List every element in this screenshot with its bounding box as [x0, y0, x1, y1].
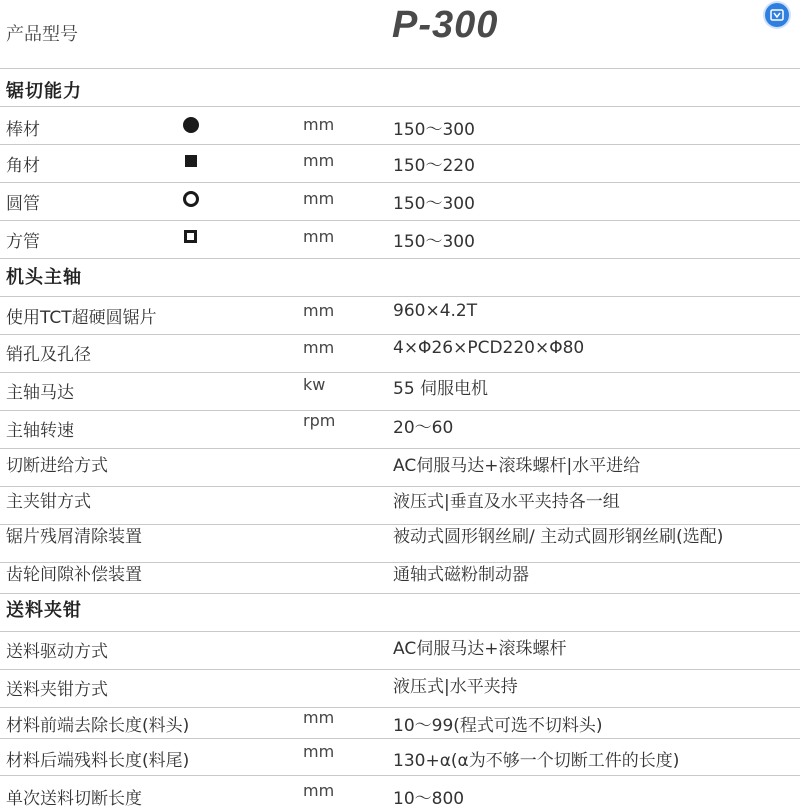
- spec-value: 10～800: [393, 789, 465, 809]
- spec-value: 960×4.2T: [393, 301, 478, 321]
- spec-unit: rpm: [303, 411, 336, 430]
- header-row: [0, 0, 800, 69]
- spec-value: 150～300: [393, 120, 475, 140]
- spec-name: 销孔及孔径: [6, 345, 91, 365]
- spec-value: 130+α(α为不够一个切断工件的长度): [393, 751, 680, 771]
- spec-name: 棒材: [6, 120, 40, 140]
- table-row: [0, 449, 800, 487]
- table-row: [0, 221, 800, 259]
- filled-circle-icon: [183, 117, 199, 133]
- spec-value: 通轴式磁粉制动器: [393, 565, 529, 585]
- table-row: [0, 373, 800, 411]
- spec-unit: mm: [303, 338, 335, 357]
- spec-value: 55 伺服电机: [393, 379, 489, 399]
- spec-value: 10～99(程式可选不切料头): [393, 716, 603, 736]
- spec-name: 方管: [6, 232, 40, 252]
- table-row: [0, 776, 800, 812]
- spec-value: AC伺服马达+滚珠螺杆: [393, 639, 567, 659]
- export-button[interactable]: [765, 3, 789, 27]
- spec-unit: mm: [303, 708, 335, 727]
- table-row: [0, 411, 800, 449]
- spec-unit: mm: [303, 301, 335, 320]
- model-label: 产品型号: [6, 24, 78, 45]
- spec-value: AC伺服马达+滚珠螺杆|水平进给: [393, 456, 641, 476]
- spec-unit: mm: [303, 227, 335, 246]
- spec-unit: mm: [303, 115, 335, 134]
- table-row: [0, 335, 800, 373]
- spec-name: 主轴转速: [6, 421, 74, 441]
- table-row: [0, 708, 800, 739]
- spec-value: 150～300: [393, 232, 475, 252]
- spec-value: 液压式|垂直及水平夹持各一组: [393, 492, 620, 512]
- spec-value: 液压式|水平夹持: [393, 677, 518, 697]
- section-saw-capacity: [0, 69, 800, 107]
- spec-value: 被动式圆形钢丝刷/ 主动式圆形钢丝刷(选配): [393, 527, 724, 547]
- spec-value: 20～60: [393, 418, 454, 438]
- spec-name: 主轴马达: [6, 383, 74, 403]
- spec-name: 单次送料切断长度: [6, 789, 142, 809]
- table-row: [0, 487, 800, 525]
- spec-value: 150～220: [393, 156, 475, 176]
- section-title: 送料夹钳: [6, 600, 82, 621]
- section-feed-clamp: [0, 594, 800, 632]
- spec-unit: mm: [303, 742, 335, 761]
- spec-name: 送料驱动方式: [6, 642, 108, 662]
- hollow-circle-icon: [183, 191, 199, 207]
- spec-value: 4×Φ26×PCD220×Φ80: [393, 338, 585, 358]
- table-row: [0, 739, 800, 776]
- spec-name: 材料前端去除长度(料头): [6, 716, 190, 736]
- spec-unit: mm: [303, 781, 335, 800]
- table-row: [0, 107, 800, 145]
- section-title: 锯切能力: [6, 81, 82, 102]
- table-row: [0, 525, 800, 563]
- spec-name: 使用TCT超硬圆锯片: [6, 308, 157, 328]
- spec-name: 送料夹钳方式: [6, 680, 108, 700]
- spec-name: 主夹钳方式: [6, 492, 91, 512]
- spec-unit: kw: [303, 375, 326, 394]
- table-row: [0, 632, 800, 670]
- spec-value: 150～300: [393, 194, 475, 214]
- hollow-square-icon: [183, 229, 199, 245]
- export-icon: [770, 8, 784, 22]
- spec-name: 角材: [6, 156, 40, 176]
- table-row: [0, 563, 800, 594]
- section-spindle-head: [0, 259, 800, 297]
- table-row: [0, 183, 800, 221]
- model-number: P-300: [392, 4, 499, 46]
- spec-name: 齿轮间隙补偿装置: [6, 565, 142, 585]
- table-row: [0, 670, 800, 708]
- spec-name: 切断进给方式: [6, 456, 108, 476]
- spec-name: 圆管: [6, 194, 40, 214]
- table-row: [0, 145, 800, 183]
- spec-name: 锯片残屑清除装置: [6, 527, 142, 547]
- section-title: 机头主轴: [6, 267, 82, 288]
- filled-square-icon: [183, 153, 199, 169]
- spec-name: 材料后端残料长度(料尾): [6, 751, 190, 771]
- spec-unit: mm: [303, 151, 335, 170]
- spec-unit: mm: [303, 189, 335, 208]
- table-row: [0, 297, 800, 335]
